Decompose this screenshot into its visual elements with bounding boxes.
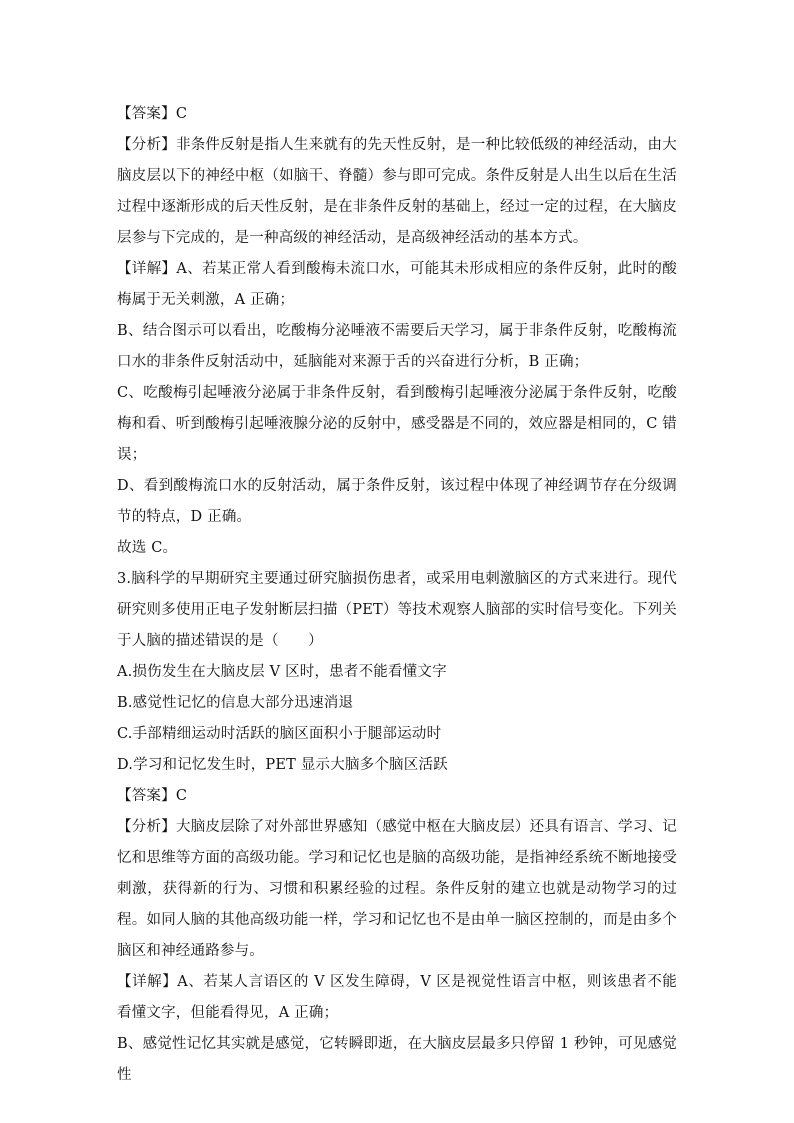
page-content bbox=[117, 99, 677, 1091]
detail-a-text: A、若某人言语区的 V 区发生障碍，V 区是视觉性语言中枢，则该患者不能看懂文字，但能看得见，A 正确； bbox=[117, 974, 677, 1021]
answer-tag: 【答案】 bbox=[117, 788, 176, 804]
q2-detail-b: B、结合图示可以看出，吃酸梅分泌唾液不需要后天学习，属于非条件反射，吃酸梅流口水的非条件反射活动中，延脑能对来源于舌的兴奋进行分析，B 正确； bbox=[117, 323, 677, 370]
q2-detail-d: D、看到酸梅流口水的反射活动，属于条件反射，该过程中体现了神经调节存在分级调节的特点，D 正确。 bbox=[117, 478, 677, 525]
q3-option-a: A.损伤发生在大脑皮层 V 区时，患者不能看懂文字 bbox=[117, 664, 447, 680]
q2-answer-line bbox=[117, 99, 677, 130]
detail-tag: 【详解】 bbox=[117, 974, 178, 990]
detail-a-text: A、若某正常人看到酸梅未流口水，可能其未形成相应的条件反射，此时的酸梅属于无关刺激，A 正确； bbox=[117, 261, 677, 308]
analysis-text: 非条件反射是指人生来就有的先天性反射，是一种比较低级的神经活动，由大脑皮层以下的神经中枢（如脑干、脊髓）参与即可完成。条件反射是人出生以后在生活过程中逐渐形成的后天性反射，是在非条件反射的基础上，经过一定的过程，在大脑皮层参与下完成的，是一种高级的神经活动，是高级神经活动的基本方式。 bbox=[117, 137, 677, 246]
analysis-tag: 【分析】 bbox=[117, 137, 176, 153]
q3-analysis bbox=[117, 812, 677, 967]
analysis-text: 大脑皮层除了对外部世界感知（感觉中枢在大脑皮层）还具有语言、学习、记忆和思维等方面的高级功能。学习和记忆也是脑的高级功能，是指神经系统不断地接受刺激，获得新的行为、习惯和积累经验的过程。条件反射的建立也就是动物学习的过程。如同人脑的其他高级功能一样，学习和记忆也不是由单一脑区控制的，而是由多个脑区和神经通路参与。 bbox=[117, 819, 677, 959]
answer-tag: 【答案】 bbox=[117, 106, 176, 122]
q3-answer-line bbox=[117, 781, 677, 812]
answer-value: C bbox=[175, 788, 188, 804]
answer-value: C bbox=[175, 106, 188, 122]
q3-detail-a bbox=[117, 967, 677, 1029]
q2-detail-a bbox=[117, 254, 677, 316]
q2-analysis bbox=[117, 130, 677, 254]
detail-tag: 【详解】 bbox=[117, 261, 177, 277]
q2-detail-c: C、吃酸梅引起唾液分泌属于非条件反射，看到酸梅引起唾液分泌属于条件反射，吃酸梅和看、听到酸梅引起唾液腺分泌的反射中，感受器是不同的，效应器是相同的，C 错误； bbox=[117, 385, 678, 463]
q3-stem: 3.脑科学的早期研究主要通过研究脑损伤患者，或采用电刺激脑区的方式来进行。现代研究则多使用正电子发射断层扫描（PET）等技术观察人脑部的实时信号变化。下列关于人脑的描述错误的是（ ） bbox=[117, 571, 677, 649]
analysis-tag: 【分析】 bbox=[117, 819, 176, 835]
q3-option-b: B.感觉性记忆的信息大部分迅速消退 bbox=[117, 695, 354, 711]
q3-detail-b: B、感觉性记忆其实就是感觉，它转瞬即逝，在大脑皮层最多只停留 1 秒钟，可见感觉性 bbox=[117, 1036, 677, 1083]
q3-option-d: D.学习和记忆发生时，PET 显示大脑多个脑区活跃 bbox=[117, 757, 448, 773]
q3-option-c: C.手部精细运动时活跃的脑区面积小于腿部运动时 bbox=[117, 726, 442, 742]
q2-conclusion: 故选 C。 bbox=[117, 540, 178, 556]
